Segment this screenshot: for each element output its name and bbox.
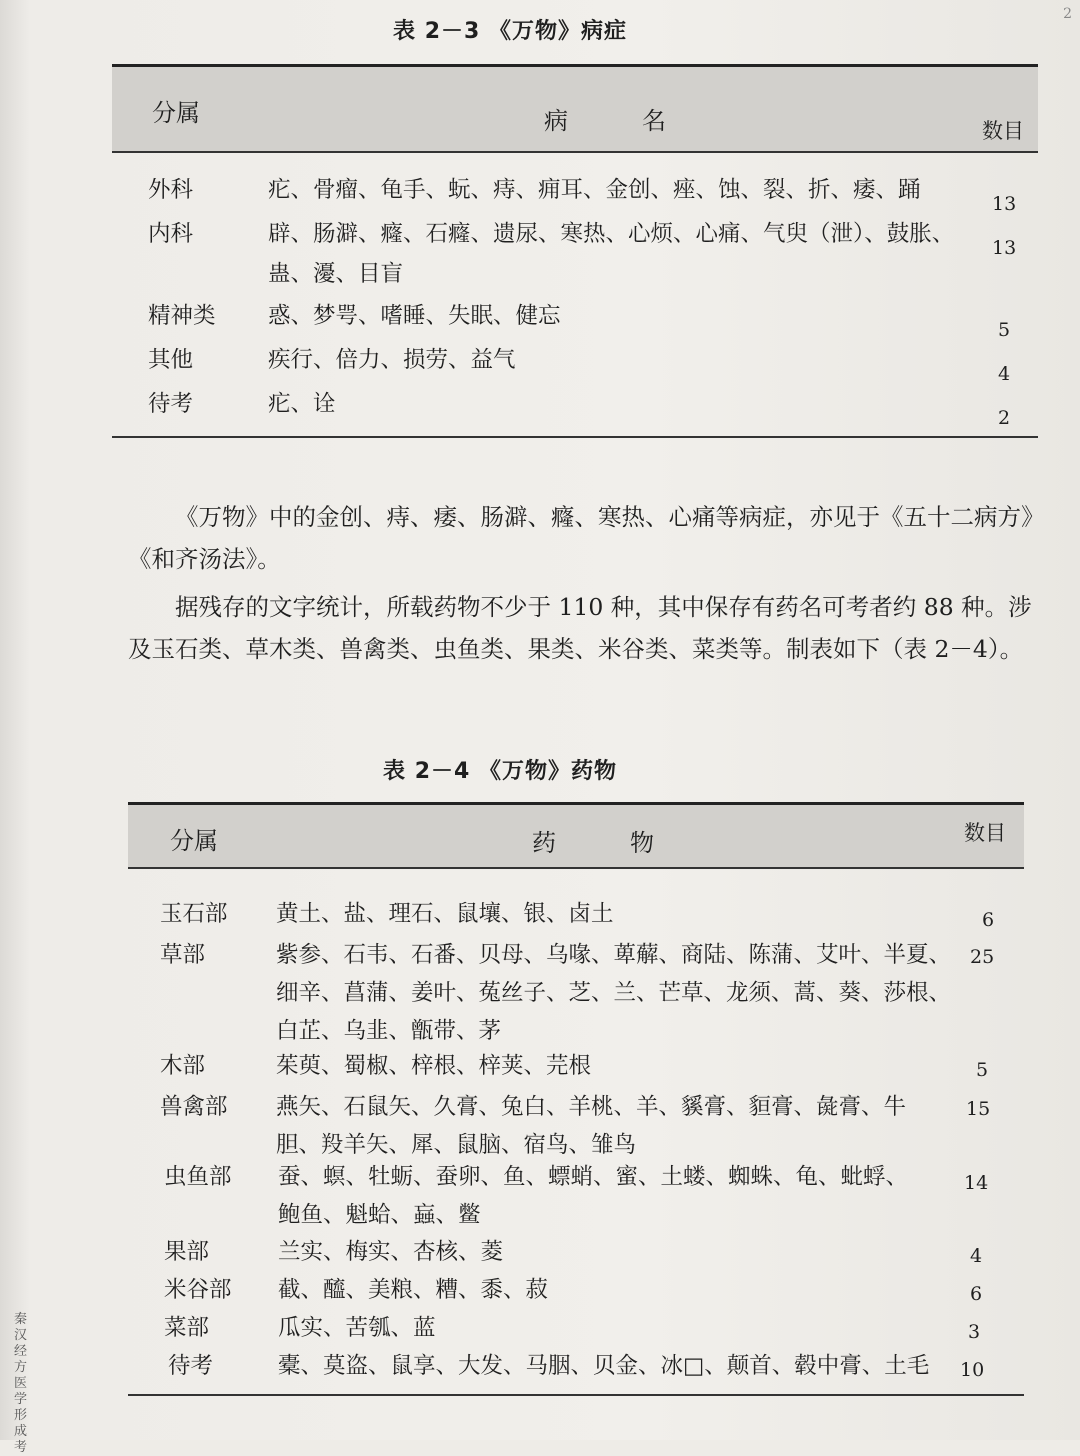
table-2-3: 分属 病 名 数目 外科 疕、骨瘤、龟手、蚖、痔、痈耳、金创、痤、蚀、裂、折、痿、踊 13 内科 辟、肠澼、癃、石癃、遗尿、寒热、心烦、心痛、气臾（泄）、鼓胀、蛊、瀀、目盲 13 精神类 惑、梦咢、嗜睡、失眠、健忘 5 其他 疾行、倍力、损劳、益气 4 待考 疕、诠 2 [112,64,1038,153]
header-drug-char2: 物 [630,829,654,857]
table-bottom-rule [112,436,1038,438]
paragraph-2: 据残存的文字统计，所载药物不少于 110 种，其中保存有药名可考者约 88 种。涉及玉石类、草木类、兽禽类、虫鱼类、果类、米谷类、菜类等。制表如下（表 2－4）。 [128,593,1032,663]
header-name-char2: 名 [642,107,666,135]
paragraph-1: 《万物》中的金创、痔、痿、肠澼、癃、寒热、心痛等病症，亦见于《五十二病方》《和齐汤法》。 [128,503,1045,573]
table-2-4: 分属 药 物 数目 玉石部 黄土、盐、理石、鼠壤、银、卤土 6 草部 紫参、石韦、石番、贝母、乌喙、萆薢、商陆、陈蒲、艾叶、半夏、细辛、菖蒲、姜叶、菟丝子、芝、兰、芒草、龙须、蒿、葵、莎根、白芷、乌韭、甑带、茅 25 木部 茱萸、蜀椒、梓根、梓荚、芫根 5 兽禽部 燕矢、石鼠矢、久膏、兔白、羊桃、羊、貕膏、貆膏、彘膏、牛胆、羖羊矢、犀、鼠脑、宿鸟、雏鸟 15 虫鱼部 蚕、螟、牡蛎、蚕卵、鱼、螵蛸、蜜、土蝼、蜘蛛、龟、蚍蜉、鲍鱼、魁蛤、蝱、鳖 14 果部 兰实、梅实、杏核、菱 4 米谷部 截、醯、美粮、糟、黍、菽 6 菜部 瓜实、苦瓠、蓝 3 待考 橐、莫盗、鼠享、大发、马胭、贝金、冰□、颠首、毂中膏、土毛 10 [128,802,1024,869]
table-header [128,802,1024,869]
header-category: 分属 [152,99,200,127]
running-footer: 秦汉经方医学形成考 [14,1312,28,1455]
header-count: 数目 [982,119,1024,143]
page-number: 2 [1063,6,1072,22]
header-category: 分属 [170,827,218,855]
header-count: 数目 [964,821,1006,845]
header-name-char1: 病 [544,107,568,135]
table-header [112,64,1038,153]
header-drug-char1: 药 [532,829,556,857]
table-bottom-rule [128,1394,1024,1396]
table-2-4-caption: 表 2－4 《万物》药物 [383,759,617,784]
table-2-3-caption: 表 2－3 《万物》病症 [393,19,627,44]
